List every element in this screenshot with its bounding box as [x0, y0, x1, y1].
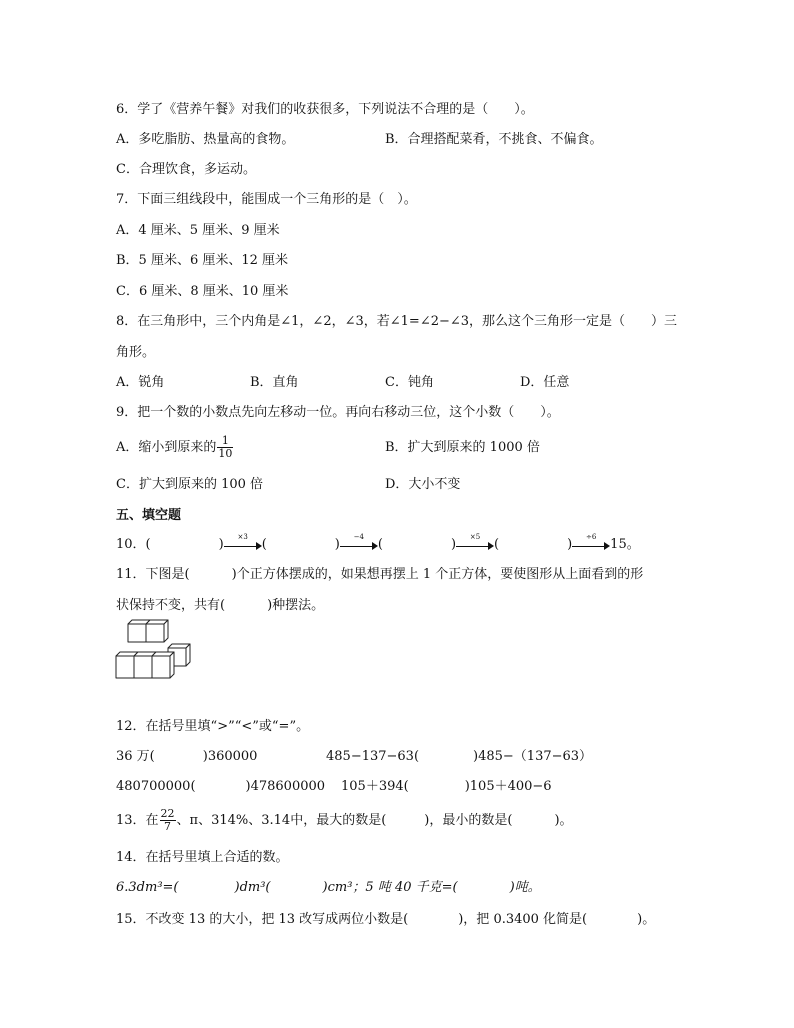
q8-stem: 8．在三角形中，三个内角是∠1，∠2，∠3，若∠1=∠2−∠3，那么这个三角形一定是（ ）三 — [116, 314, 678, 329]
q14-line — [116, 879, 541, 897]
q8-option-b: B．直角 — [250, 375, 299, 390]
q11-text-2: )个正方体摆成的，如果想再摆上 1 个正方体，要使图形从上面看到的形 — [231, 567, 644, 582]
q6-option-c: C．合理饮食，多运动。 — [116, 162, 256, 177]
q12-row-1-left — [116, 748, 257, 766]
q10-arrow-3-head — [488, 542, 494, 550]
q9-option-c: C．扩大到原来的 100 倍 — [116, 477, 264, 492]
section-heading-fill-in: 五、填空题 — [116, 508, 182, 523]
q8-option-c: C．钝角 — [385, 375, 434, 390]
q11-text-4: )种摆法。 — [267, 598, 325, 613]
q15-part-3: )。 — [637, 912, 656, 927]
q9-option-b: B．扩大到原来的 1000 倍 — [385, 440, 540, 455]
q10-arrow-4-shaft — [572, 546, 606, 547]
q12-r1a-right: )360000 — [202, 749, 258, 764]
q7-stem: 7．下面三组线段中，能围成一个三角形的是（ ）。 — [116, 192, 417, 207]
q13-mid: )，最小的数是( — [424, 813, 513, 828]
q13-prefix: 13．在 — [116, 813, 159, 828]
cube-front-bottom-1 — [116, 656, 134, 678]
q13-fraction-numerator: 22 — [160, 807, 175, 820]
q10-arrow-2-label: −4 — [353, 532, 365, 541]
q6-stem: 6．学了《营养午餐》对我们的收获很多，下列说法不合理的是（ ）。 — [116, 102, 534, 117]
q9-option-d: D．大小不变 — [385, 477, 461, 492]
q10-paren-close-3: ) — [450, 537, 457, 552]
q10-arrow-1-label: ×3 — [237, 532, 248, 541]
q13-rest: 、π、314%、3.14中，最大的数是( — [176, 813, 387, 828]
q10-arrow-1-head — [256, 542, 262, 550]
q13-fraction-denominator: 7 — [164, 820, 172, 833]
q9-fraction-numerator: 1 — [217, 435, 233, 448]
q10-arrow-2 — [340, 532, 378, 551]
cube-front-bottom-2 — [134, 656, 152, 678]
q12-row-1-right — [326, 748, 592, 766]
q14-part-1: 6.3dm³=( — [116, 880, 179, 895]
q14-stem: 14．在括号里填上合适的数。 — [116, 850, 289, 865]
q9-stem: 9．把一个数的小数点先向左移动一位。再向右移动三位，这个小数（ ）。 — [116, 405, 560, 420]
q9-fraction — [217, 435, 233, 460]
q13-fraction — [160, 808, 176, 833]
q12-r2a-right: )478600000 — [245, 779, 326, 794]
q10-paren-open-2: ( — [261, 537, 267, 552]
q11-line-2 — [116, 597, 324, 615]
q15-part-1: 15．不改变 13 的大小，把 13 改写成两位小数是( — [116, 912, 409, 927]
q12-r2b-right: )105＋400−6 — [464, 779, 552, 794]
q10-arrow-3-label: ×5 — [469, 532, 481, 541]
q10-paren-close-4: ) — [567, 537, 573, 552]
q11-line-1 — [116, 566, 643, 584]
q10-paren-close-2: ) — [334, 537, 340, 552]
cube-side-bottom — [170, 652, 174, 678]
q10-arrow-4 — [572, 532, 610, 551]
q7-option-a: A．4 厘米、5 厘米、9 厘米 — [116, 223, 280, 238]
q9-fraction-denominator: 10 — [218, 447, 233, 460]
cube-front-bottom-3 — [152, 656, 170, 678]
q14-part-4: )吨。 — [509, 880, 541, 895]
cube-side-top — [164, 620, 168, 642]
q10-chain — [116, 532, 640, 554]
q11-text-1: 11．下图是( — [116, 567, 190, 582]
q10-paren-close-1: ) — [218, 537, 224, 552]
q12-r1b-right: )485−（137−63） — [473, 749, 593, 764]
q10-arrow-4-label: ÷6 — [586, 532, 597, 541]
q14-part-3: )cm³；5 吨 40 千克=( — [322, 880, 458, 895]
q10-lead: 10．( — [116, 537, 151, 552]
q12-stem: 12．在括号里填“>”“<”或“=”。 — [116, 719, 310, 734]
q9-option-a — [116, 433, 234, 463]
q15-part-2: )，把 0.3400 化简是( — [458, 912, 588, 927]
q10-arrow-4-head — [604, 542, 610, 550]
q13-end: )。 — [554, 813, 573, 828]
q13-line — [116, 805, 573, 837]
cube-figure — [112, 618, 202, 684]
q6-option-b: B．合理搭配菜肴，不挑食、不偏食。 — [385, 132, 603, 147]
q10-paren-open-3: ( — [377, 537, 383, 552]
q12-r2a-left: 480700000( — [116, 779, 196, 794]
q12-row-2-right — [341, 778, 552, 796]
q10-arrow-2-head — [372, 542, 378, 550]
q10-arrow-1-shaft — [224, 546, 258, 547]
q10-paren-open-4: ( — [494, 537, 500, 552]
q12-r2b-left: 105＋394( — [341, 779, 409, 794]
q10-result: 15。 — [610, 537, 640, 552]
q7-option-b: B．5 厘米、6 厘米、12 厘米 — [116, 253, 289, 268]
q7-option-c: C．6 厘米、8 厘米、10 厘米 — [116, 284, 289, 299]
q12-r1a-left: 36 万( — [116, 749, 155, 764]
q10-arrow-3 — [456, 532, 494, 551]
q6-option-a: A．多吃脂肪、热量高的食物。 — [116, 132, 295, 147]
q11-text-3: 状保持不变，共有( — [116, 598, 226, 613]
q12-r1b-left: 485−137−63( — [326, 749, 420, 764]
q9-option-a-text: A．缩小到原来的 — [116, 440, 217, 455]
q8-stem-continued: 角形。 — [116, 345, 156, 360]
cube-side-right — [186, 644, 190, 666]
q8-option-d: D．任意 — [520, 375, 570, 390]
q8-option-a: A．锐角 — [116, 375, 165, 390]
q10-arrow-3-shaft — [456, 546, 490, 547]
cube-front-upper-1 — [128, 624, 146, 642]
q10-arrow-1 — [224, 532, 262, 551]
q14-part-2: )dm³( — [234, 880, 271, 895]
q10-arrow-2-shaft — [340, 546, 374, 547]
q15-line — [116, 911, 655, 929]
q12-row-2-left — [116, 778, 325, 796]
cube-front-upper-2 — [146, 624, 164, 642]
